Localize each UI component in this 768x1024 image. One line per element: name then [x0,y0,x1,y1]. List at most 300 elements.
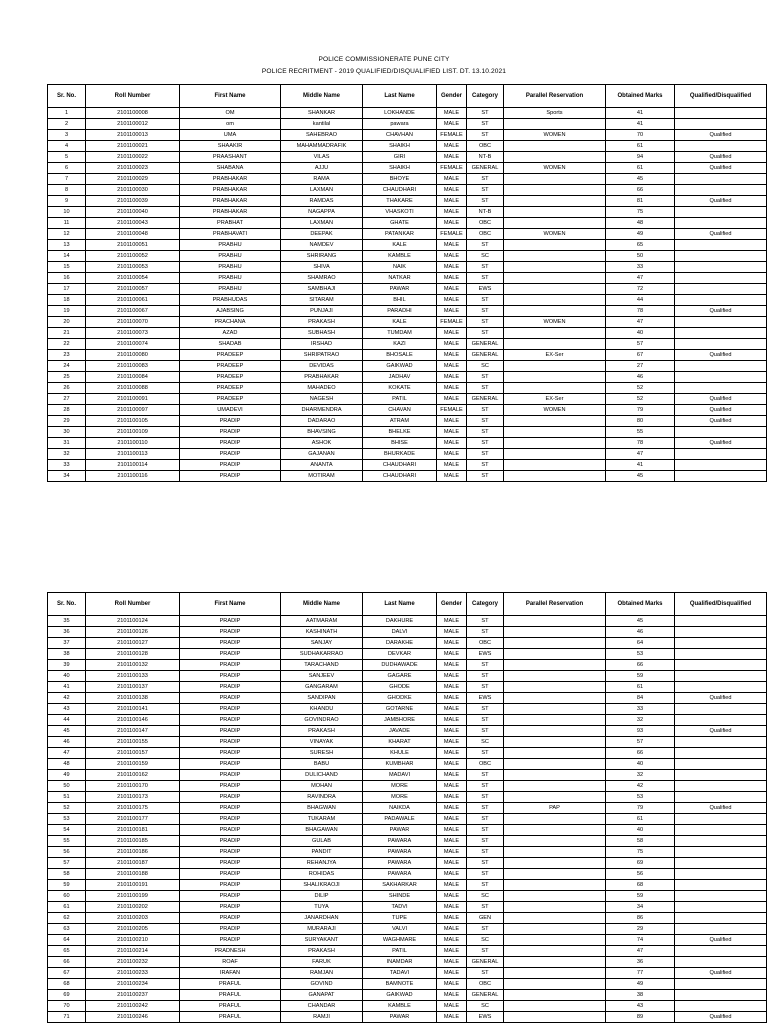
cell-first-name: PRADIP [180,759,281,770]
results-table-page-1 [47,84,767,482]
cell-category: ST [467,460,504,471]
cell-category: ST [467,869,504,880]
table-row [48,869,767,880]
cell-first-name: PRADIP [180,748,281,759]
cell-qualified-status [675,902,767,913]
cell-parallel-reservation [504,152,606,163]
cell-obtained-marks: 81 [606,196,675,207]
cell-gender: MALE [437,449,467,460]
cell-roll-number: 2101100147 [86,726,180,737]
cell-last-name: pawara [363,119,437,130]
table-row [48,660,767,671]
cell-roll-number: 2101100057 [86,284,180,295]
cell-qualified-status: Qualified [675,438,767,449]
column-header-parallel-reservation: Parallel Reservation [504,85,606,108]
cell-last-name: SAKHARKAR [363,880,437,891]
cell-obtained-marks: 53 [606,649,675,660]
cell-qualified-status [675,295,767,306]
cell-gender: MALE [437,715,467,726]
cell-obtained-marks: 89 [606,1012,675,1023]
cell-category: ST [467,438,504,449]
cell-middle-name: SHRIRANG [281,251,363,262]
cell-gender: MALE [437,471,467,482]
cell-gender: MALE [437,108,467,119]
cell-parallel-reservation [504,218,606,229]
cell-category: ST [467,880,504,891]
cell-gender: MALE [437,825,467,836]
cell-last-name: KAMBLE [363,1001,437,1012]
cell-roll-number: 2101100188 [86,869,180,880]
cell-first-name: PRADIP [180,924,281,935]
cell-middle-name: AJJU [281,163,363,174]
cell-first-name: PRADIP [180,770,281,781]
cell-sr-no: 12 [48,229,86,240]
table-row [48,108,767,119]
cell-first-name: PRADEEP [180,350,281,361]
cell-gender: MALE [437,792,467,803]
cell-category: GENERAL [467,990,504,1001]
table-row [48,207,767,218]
cell-category: SC [467,251,504,262]
cell-qualified-status [675,251,767,262]
cell-obtained-marks: 94 [606,152,675,163]
cell-gender: MALE [437,152,467,163]
cell-roll-number: 2101100067 [86,306,180,317]
cell-gender: MALE [437,979,467,990]
column-header-last-name: Last Name [363,593,437,616]
column-header-gender: Gender [437,85,467,108]
cell-middle-name: MURARAJI [281,924,363,935]
cell-parallel-reservation [504,902,606,913]
cell-roll-number: 2101100185 [86,836,180,847]
cell-middle-name: CHANDAR [281,1001,363,1012]
cell-obtained-marks: 38 [606,990,675,1001]
cell-roll-number: 2101100126 [86,627,180,638]
cell-first-name: PRADIP [180,902,281,913]
table-row [48,858,767,869]
cell-middle-name: GANGARAM [281,682,363,693]
cell-obtained-marks: 79 [606,803,675,814]
cell-middle-name: GOVIND [281,979,363,990]
cell-first-name: PRADIP [180,427,281,438]
cell-last-name: VALVI [363,924,437,935]
cell-first-name: UMA [180,130,281,141]
cell-obtained-marks: 40 [606,328,675,339]
cell-last-name: BAMNOTE [363,979,437,990]
cell-last-name: MADAVI [363,770,437,781]
cell-qualified-status [675,328,767,339]
cell-middle-name: ROHIDAS [281,869,363,880]
cell-parallel-reservation [504,638,606,649]
cell-roll-number: 2101100029 [86,174,180,185]
table-row [48,372,767,383]
cell-sr-no: 67 [48,968,86,979]
cell-last-name: PATIL [363,946,437,957]
results-table-page-2 [47,592,767,1023]
cell-roll-number: 2101100203 [86,913,180,924]
cell-parallel-reservation [504,328,606,339]
cell-gender: MALE [437,372,467,383]
column-header-first-name: First Name [180,85,281,108]
cell-middle-name: AATMARAM [281,616,363,627]
cell-gender: MALE [437,737,467,748]
cell-middle-name: ANANTA [281,460,363,471]
cell-category: ST [467,902,504,913]
cell-obtained-marks: 65 [606,240,675,251]
cell-gender: MALE [437,704,467,715]
cell-parallel-reservation [504,460,606,471]
table-row [48,649,767,660]
cell-middle-name: PRAKASH [281,726,363,737]
cell-middle-name: VINAYAK [281,737,363,748]
cell-gender: MALE [437,814,467,825]
table-row [48,383,767,394]
cell-category: ST [467,836,504,847]
cell-sr-no: 7 [48,174,86,185]
cell-obtained-marks: 55 [606,427,675,438]
cell-middle-name: PRAKASH [281,946,363,957]
cell-last-name: GHODE [363,682,437,693]
cell-first-name: PRABHAKAR [180,174,281,185]
cell-roll-number: 2101100177 [86,814,180,825]
cell-middle-name: SHANKAR [281,108,363,119]
table-row [48,990,767,1001]
cell-sr-no: 62 [48,913,86,924]
cell-sr-no: 11 [48,218,86,229]
table-row [48,913,767,924]
cell-first-name: PRADEEP [180,361,281,372]
cell-middle-name: DEEPAK [281,229,363,240]
cell-gender: MALE [437,616,467,627]
cell-parallel-reservation [504,693,606,704]
cell-first-name: PRADIP [180,869,281,880]
cell-middle-name: SHIVA [281,262,363,273]
cell-last-name: PATANKAR [363,229,437,240]
cell-middle-name: MAHADEO [281,383,363,394]
cell-first-name: PRADIP [180,638,281,649]
cell-middle-name: REHANJYA [281,858,363,869]
cell-roll-number: 2101100210 [86,935,180,946]
cell-roll-number: 2101100097 [86,405,180,416]
column-header-middle-name: Middle Name [281,593,363,616]
cell-category: ST [467,405,504,416]
cell-category: SC [467,361,504,372]
cell-qualified-status [675,185,767,196]
cell-roll-number: 2101100133 [86,671,180,682]
cell-obtained-marks: 79 [606,405,675,416]
cell-parallel-reservation [504,792,606,803]
cell-gender: MALE [437,891,467,902]
cell-sr-no: 65 [48,946,86,957]
cell-sr-no: 20 [48,317,86,328]
cell-middle-name: PANDIT [281,847,363,858]
cell-roll-number: 2101100022 [86,152,180,163]
cell-qualified-status [675,471,767,482]
cell-gender: MALE [437,361,467,372]
cell-roll-number: 2101100159 [86,759,180,770]
cell-middle-name: RAVINDRA [281,792,363,803]
cell-last-name: TADVI [363,902,437,913]
table-row [48,174,767,185]
column-header-obtained-marks: Obtained Marks [606,85,675,108]
table-row [48,130,767,141]
cell-category: ST [467,770,504,781]
cell-middle-name: MOHAN [281,781,363,792]
cell-first-name: PRADIP [180,460,281,471]
cell-category: ST [467,946,504,957]
cell-sr-no: 49 [48,770,86,781]
cell-gender: MALE [437,858,467,869]
cell-roll-number: 2101100008 [86,108,180,119]
cell-last-name: PAWAR [363,284,437,295]
cell-last-name: PAWARA [363,858,437,869]
cell-sr-no: 19 [48,306,86,317]
cell-first-name: PRADIP [180,671,281,682]
cell-roll-number: 2101100052 [86,251,180,262]
cell-roll-number: 2101100246 [86,1012,180,1023]
cell-parallel-reservation [504,416,606,427]
cell-sr-no: 32 [48,449,86,460]
cell-obtained-marks: 67 [606,350,675,361]
table-row [48,924,767,935]
cell-gender: MALE [437,262,467,273]
cell-last-name: DAKHURE [363,616,437,627]
cell-obtained-marks: 57 [606,339,675,350]
cell-last-name: GAIKWAD [363,361,437,372]
table-row [48,339,767,350]
cell-parallel-reservation [504,979,606,990]
cell-sr-no: 26 [48,383,86,394]
cell-category: ST [467,174,504,185]
cell-first-name: PRADIP [180,913,281,924]
column-header-sr-no: Sr. No. [48,593,86,616]
cell-roll-number: 2101100199 [86,891,180,902]
cell-obtained-marks: 47 [606,317,675,328]
cell-gender: MALE [437,627,467,638]
cell-qualified-status [675,770,767,781]
cell-roll-number: 2101100012 [86,119,180,130]
cell-category: ST [467,416,504,427]
cell-gender: MALE [437,781,467,792]
cell-last-name: CHAVAN [363,405,437,416]
table-row [48,394,767,405]
cell-parallel-reservation [504,449,606,460]
cell-qualified-status [675,858,767,869]
cell-middle-name: JANARDHAN [281,913,363,924]
cell-parallel-reservation: WOMEN [504,317,606,328]
cell-middle-name: KHANDU [281,704,363,715]
cell-last-name: KALE [363,317,437,328]
table-row [48,759,767,770]
table-row [48,803,767,814]
cell-first-name: PRADIP [180,781,281,792]
cell-last-name: CHAUDHARI [363,185,437,196]
cell-middle-name: SAMBHAJI [281,284,363,295]
cell-obtained-marks: 61 [606,163,675,174]
cell-parallel-reservation [504,251,606,262]
table-row [48,671,767,682]
cell-gender: MALE [437,671,467,682]
cell-roll-number: 2101100084 [86,372,180,383]
cell-middle-name: TARACHAND [281,660,363,671]
cell-category: ST [467,427,504,438]
cell-gender: FEMALE [437,163,467,174]
cell-qualified-status [675,869,767,880]
table-row [48,229,767,240]
cell-gender: MALE [437,207,467,218]
cell-roll-number: 2101100170 [86,781,180,792]
table-row [48,935,767,946]
cell-gender: MALE [437,438,467,449]
cell-last-name: DARAKHE [363,638,437,649]
cell-roll-number: 2101100205 [86,924,180,935]
cell-category: OBC [467,638,504,649]
table-row [48,638,767,649]
cell-obtained-marks: 56 [606,869,675,880]
cell-category: ST [467,825,504,836]
cell-category: ST [467,262,504,273]
table-row [48,836,767,847]
cell-category: ST [467,119,504,130]
cell-middle-name: RAMDAS [281,196,363,207]
cell-sr-no: 30 [48,427,86,438]
cell-gender: MALE [437,836,467,847]
cell-roll-number: 2101100053 [86,262,180,273]
cell-category: ST [467,196,504,207]
cell-middle-name: DADARAO [281,416,363,427]
cell-qualified-status: Qualified [675,196,767,207]
cell-qualified-status [675,427,767,438]
cell-category: ST [467,704,504,715]
cell-middle-name: ASHOK [281,438,363,449]
cell-category: ST [467,814,504,825]
cell-qualified-status [675,627,767,638]
cell-middle-name: SITARAM [281,295,363,306]
cell-sr-no: 52 [48,803,86,814]
cell-middle-name: GAJANAN [281,449,363,460]
cell-first-name: PRADIP [180,715,281,726]
cell-obtained-marks: 68 [606,880,675,891]
cell-last-name: PADAWALE [363,814,437,825]
cell-category: ST [467,317,504,328]
cell-parallel-reservation [504,427,606,438]
cell-obtained-marks: 41 [606,108,675,119]
cell-middle-name: TUKARAM [281,814,363,825]
cell-sr-no: 60 [48,891,86,902]
column-header-obtained-marks: Obtained Marks [606,593,675,616]
cell-category: ST [467,682,504,693]
cell-roll-number: 2101100141 [86,704,180,715]
cell-roll-number: 2101100214 [86,946,180,957]
cell-gender: MALE [437,935,467,946]
cell-qualified-status: Qualified [675,968,767,979]
cell-first-name: PRAFUL [180,979,281,990]
cell-parallel-reservation [504,946,606,957]
cell-obtained-marks: 66 [606,185,675,196]
cell-first-name: om [180,119,281,130]
cell-sr-no: 27 [48,394,86,405]
cell-middle-name: SURYAKANT [281,935,363,946]
cell-category: OBC [467,218,504,229]
cell-obtained-marks: 48 [606,218,675,229]
cell-sr-no: 43 [48,704,86,715]
cell-middle-name: RAMA [281,174,363,185]
table-row [48,152,767,163]
cell-obtained-marks: 72 [606,284,675,295]
cell-category: OBC [467,979,504,990]
cell-obtained-marks: 75 [606,207,675,218]
cell-category: ST [467,328,504,339]
cell-gender: MALE [437,196,467,207]
cell-parallel-reservation: Sports [504,108,606,119]
cell-last-name: BHIL [363,295,437,306]
cell-middle-name: NAGESH [281,394,363,405]
table-row [48,880,767,891]
column-header-middle-name: Middle Name [281,85,363,108]
table-row [48,262,767,273]
cell-middle-name: BHAVSING [281,427,363,438]
table-row [48,427,767,438]
cell-first-name: PRADEEP [180,383,281,394]
cell-gender: MALE [437,174,467,185]
cell-last-name: NATKAR [363,273,437,284]
cell-last-name: KAZI [363,339,437,350]
cell-middle-name: SANDIPAN [281,693,363,704]
cell-category: ST [467,968,504,979]
cell-obtained-marks: 40 [606,825,675,836]
cell-last-name: KAMBLE [363,251,437,262]
cell-obtained-marks: 44 [606,295,675,306]
cell-roll-number: 2101100105 [86,416,180,427]
cell-parallel-reservation [504,704,606,715]
cell-sr-no: 33 [48,460,86,471]
table-row [48,792,767,803]
cell-roll-number: 2101100054 [86,273,180,284]
cell-roll-number: 2101100132 [86,660,180,671]
cell-first-name: PRADIP [180,660,281,671]
cell-qualified-status [675,759,767,770]
cell-category: ST [467,803,504,814]
column-header-gender: Gender [437,593,467,616]
table-row [48,891,767,902]
cell-roll-number: 2101100137 [86,682,180,693]
table-row [48,748,767,759]
cell-sr-no: 31 [48,438,86,449]
cell-category: ST [467,130,504,141]
cell-qualified-status [675,924,767,935]
cell-first-name: PRADIP [180,847,281,858]
cell-qualified-status [675,339,767,350]
cell-roll-number: 2101100023 [86,163,180,174]
cell-last-name: DEVKAR [363,649,437,660]
cell-middle-name: DILIP [281,891,363,902]
cell-sr-no: 28 [48,405,86,416]
cell-gender: MALE [437,273,467,284]
cell-gender: MALE [437,240,467,251]
cell-category: EWS [467,693,504,704]
cell-qualified-status [675,880,767,891]
cell-gender: MALE [437,869,467,880]
cell-category: ST [467,858,504,869]
cell-last-name: THAKARE [363,196,437,207]
cell-parallel-reservation: WOMEN [504,229,606,240]
table-row [48,770,767,781]
cell-last-name: TUMDAM [363,328,437,339]
cell-category: ST [467,792,504,803]
cell-category: ST [467,471,504,482]
cell-gender: FEMALE [437,229,467,240]
cell-obtained-marks: 42 [606,781,675,792]
